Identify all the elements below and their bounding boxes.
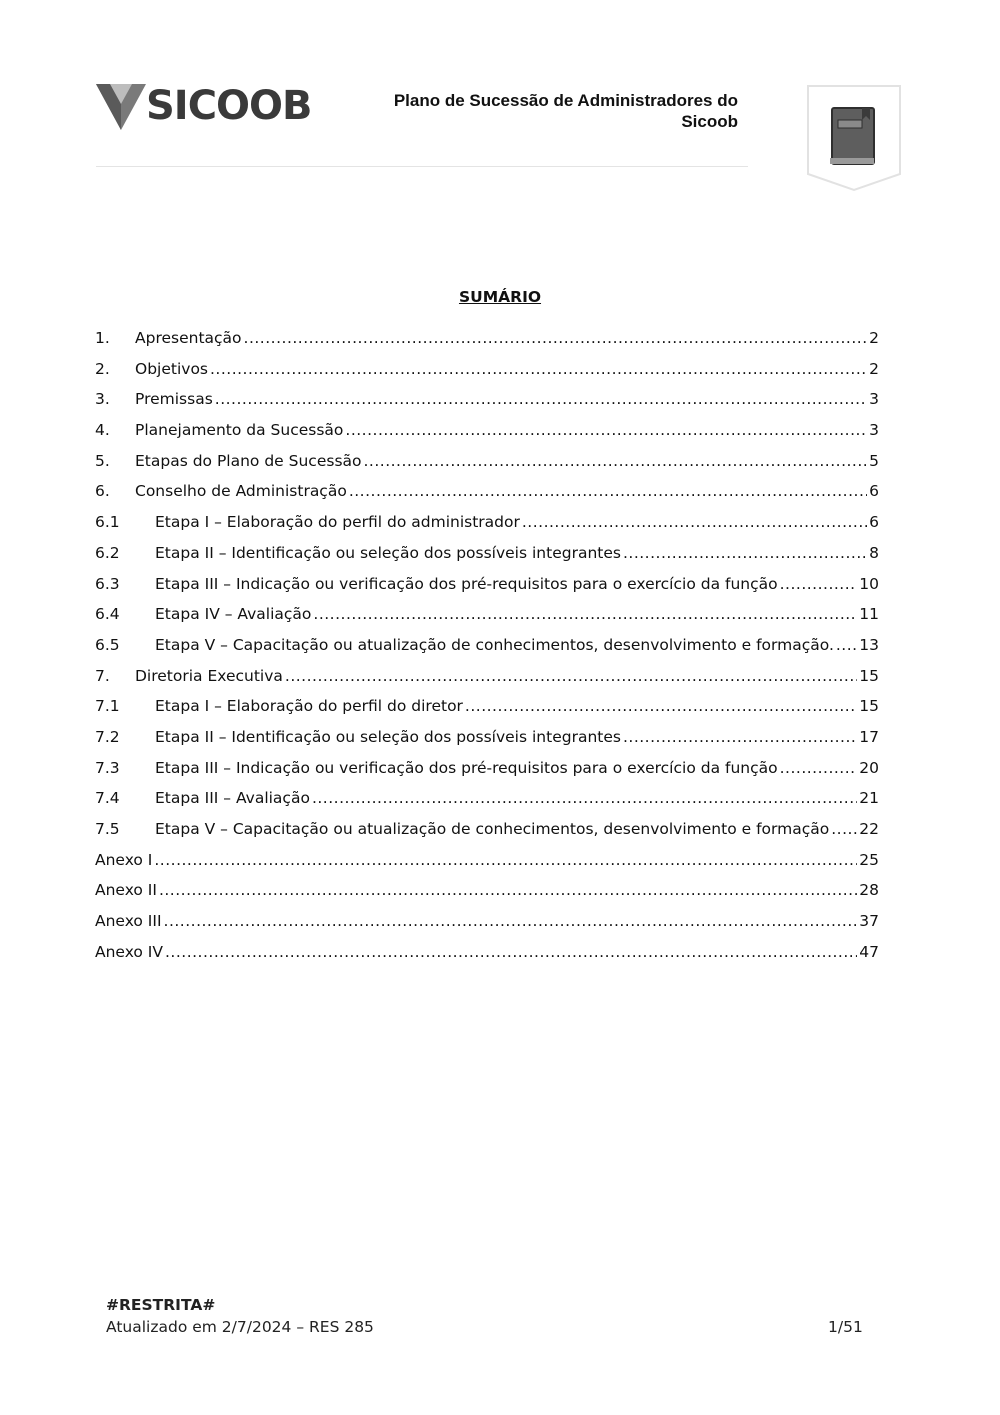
toc-entry[interactable] <box>95 354 879 385</box>
toc-entry-number: 6.2 <box>95 543 120 562</box>
toc-entry[interactable] <box>95 446 879 477</box>
toc-entry-label: Etapa III – Indicação ou verificação dos pré-requisitos para o exercício da função <box>155 574 778 593</box>
toc-entry[interactable] <box>95 323 879 354</box>
toc-entry-number: 2. <box>95 359 110 378</box>
toc-entry[interactable] <box>95 814 879 845</box>
toc-entry-page: 13 <box>859 635 879 654</box>
toc-entry-page: 20 <box>859 758 879 777</box>
table-of-contents <box>95 323 879 967</box>
toc-dot-leader <box>345 415 867 445</box>
toc-entry[interactable] <box>95 415 879 446</box>
toc-entry-number: 3. <box>95 390 110 409</box>
toc-entry[interactable] <box>95 875 879 906</box>
toc-entry-page: 8 <box>869 543 879 562</box>
header-divider <box>96 166 748 167</box>
document-title <box>318 90 738 132</box>
toc-entry-number: 6.4 <box>95 605 120 624</box>
toc-entry-label: Anexo II <box>95 881 157 900</box>
toc-dot-leader <box>623 538 867 568</box>
toc-entry-label: Etapa V – Capacitação ou atualização de conhecimentos, desenvolvimento e formação <box>155 820 830 838</box>
toc-entry[interactable] <box>95 906 879 937</box>
toc-entry-page: 2 <box>869 329 879 347</box>
toc-dot-leader <box>215 384 867 414</box>
toc-entry[interactable] <box>95 937 879 968</box>
toc-entry-label: Etapa II – Identificação ou seleção dos possíveis integrantes <box>155 543 621 562</box>
toc-dot-leader <box>780 753 858 783</box>
toc-dot-leader <box>159 875 857 905</box>
toc-dot-leader <box>165 937 857 967</box>
toc-dot-leader <box>312 783 857 813</box>
page-number: 1/51 <box>828 1318 863 1336</box>
toc-dot-leader <box>244 323 868 353</box>
toc-entry-page: 2 <box>869 359 879 378</box>
toc-entry-number: 7. <box>95 666 110 685</box>
document-title-line-1: Plano de Sucessão de Administradores do <box>393 91 738 110</box>
toc-entry-label: Apresentação <box>135 329 242 347</box>
toc-entry-number: 7.2 <box>95 727 120 746</box>
toc-entry-label: Etapa V – Capacitação ou atualização de conhecimentos, desenvolvimento e formação. <box>155 635 834 654</box>
toc-entry-page: 25 <box>859 850 879 869</box>
toc-entry-number: 6.5 <box>95 635 120 654</box>
toc-entry-label: Conselho de Administração <box>135 482 347 501</box>
toc-dot-leader <box>154 845 857 875</box>
toc-entry[interactable] <box>95 630 879 661</box>
toc-entry-page: 3 <box>869 421 879 440</box>
toc-dot-leader <box>285 661 857 691</box>
logo-wordmark: SICOOB <box>146 83 312 129</box>
toc-entry-number: 7.1 <box>95 697 120 716</box>
toc-entry-page: 15 <box>859 697 879 716</box>
toc-dot-leader <box>364 446 868 476</box>
toc-entry-page: 10 <box>859 574 879 593</box>
toc-entry-number: 1. <box>95 329 110 347</box>
toc-entry-number: 6. <box>95 482 110 501</box>
toc-entry-page: 6 <box>869 513 879 532</box>
toc-entry[interactable] <box>95 783 879 814</box>
toc-entry[interactable] <box>95 845 879 876</box>
classification-label: #RESTRITA# <box>106 1296 216 1314</box>
toc-dot-leader <box>836 630 857 660</box>
toc-entry[interactable] <box>95 722 879 753</box>
toc-entry-page: 37 <box>859 912 879 931</box>
book-badge <box>806 84 902 192</box>
toc-entry-page: 6 <box>869 482 879 501</box>
toc-entry-label: Objetivos <box>135 359 208 378</box>
toc-entry-label: Premissas <box>135 390 213 409</box>
toc-entry-label: Anexo III <box>95 912 162 931</box>
toc-entry-page: 5 <box>869 451 879 470</box>
toc-dot-leader <box>623 722 857 752</box>
toc-entry-page: 11 <box>859 605 879 624</box>
toc-dot-leader <box>831 814 857 844</box>
toc-dot-leader <box>313 599 857 629</box>
updated-date: Atualizado em 2/7/2024 – RES 285 <box>106 1318 374 1336</box>
toc-dot-leader <box>210 354 867 384</box>
toc-entry-page: 22 <box>859 820 879 838</box>
toc-entry[interactable] <box>95 691 879 722</box>
toc-entry-label: Etapa II – Identificação ou seleção dos possíveis integrantes <box>155 727 621 746</box>
toc-entry-label: Etapa III – Avaliação <box>155 789 310 808</box>
toc-entry-page: 17 <box>859 727 879 746</box>
toc-entry-label: Diretoria Executiva <box>135 666 283 685</box>
toc-entry-label: Etapas do Plano de Sucessão <box>135 451 362 470</box>
toc-entry[interactable] <box>95 661 879 692</box>
toc-entry-number: 6.3 <box>95 574 120 593</box>
toc-entry-label: Etapa I – Elaboração do perfil do administrador <box>155 513 520 532</box>
toc-dot-leader <box>780 569 858 599</box>
document-title-line-2: Sicoob <box>681 112 738 131</box>
book-icon <box>830 108 874 164</box>
toc-entry[interactable] <box>95 599 879 630</box>
toc-entry[interactable] <box>95 753 879 784</box>
toc-entry-label: Etapa I – Elaboração do perfil do diretor <box>155 697 463 716</box>
sicoob-logo <box>96 82 316 132</box>
toc-entry-label: Etapa III – Indicação ou verificação dos pré-requisitos para o exercício da função <box>155 758 778 777</box>
toc-entry-number: 5. <box>95 451 110 470</box>
toc-entry[interactable] <box>95 569 879 600</box>
toc-dot-leader <box>349 476 867 506</box>
toc-dot-leader <box>522 507 867 537</box>
toc-dot-leader <box>164 906 858 936</box>
toc-entry-number: 7.4 <box>95 789 120 808</box>
toc-entry-page: 21 <box>859 789 879 808</box>
toc-entry-page: 28 <box>859 881 879 900</box>
toc-entry-label: Anexo I <box>95 850 153 869</box>
toc-entry-page: 15 <box>859 666 879 685</box>
toc-entry[interactable] <box>95 507 879 538</box>
toc-entry[interactable] <box>95 384 879 415</box>
toc-entry-page: 3 <box>869 390 879 409</box>
toc-entry-label: Anexo IV <box>95 942 163 961</box>
toc-entry-page: 47 <box>859 942 879 961</box>
toc-entry-label: Etapa IV – Avaliação <box>155 605 312 624</box>
toc-entry-label: Planejamento da Sucessão <box>135 421 344 440</box>
toc-entry-number: 7.5 <box>95 820 120 838</box>
toc-entry[interactable] <box>95 538 879 569</box>
toc-dot-leader <box>465 691 857 721</box>
toc-entry-number: 6.1 <box>95 513 120 532</box>
page-header <box>0 0 1000 200</box>
toc-entry-number: 7.3 <box>95 758 120 777</box>
toc-heading: SUMÁRIO <box>458 288 542 306</box>
sicoob-logo-mark <box>96 82 146 132</box>
toc-entry-number: 4. <box>95 421 110 440</box>
toc-entry[interactable] <box>95 476 879 507</box>
